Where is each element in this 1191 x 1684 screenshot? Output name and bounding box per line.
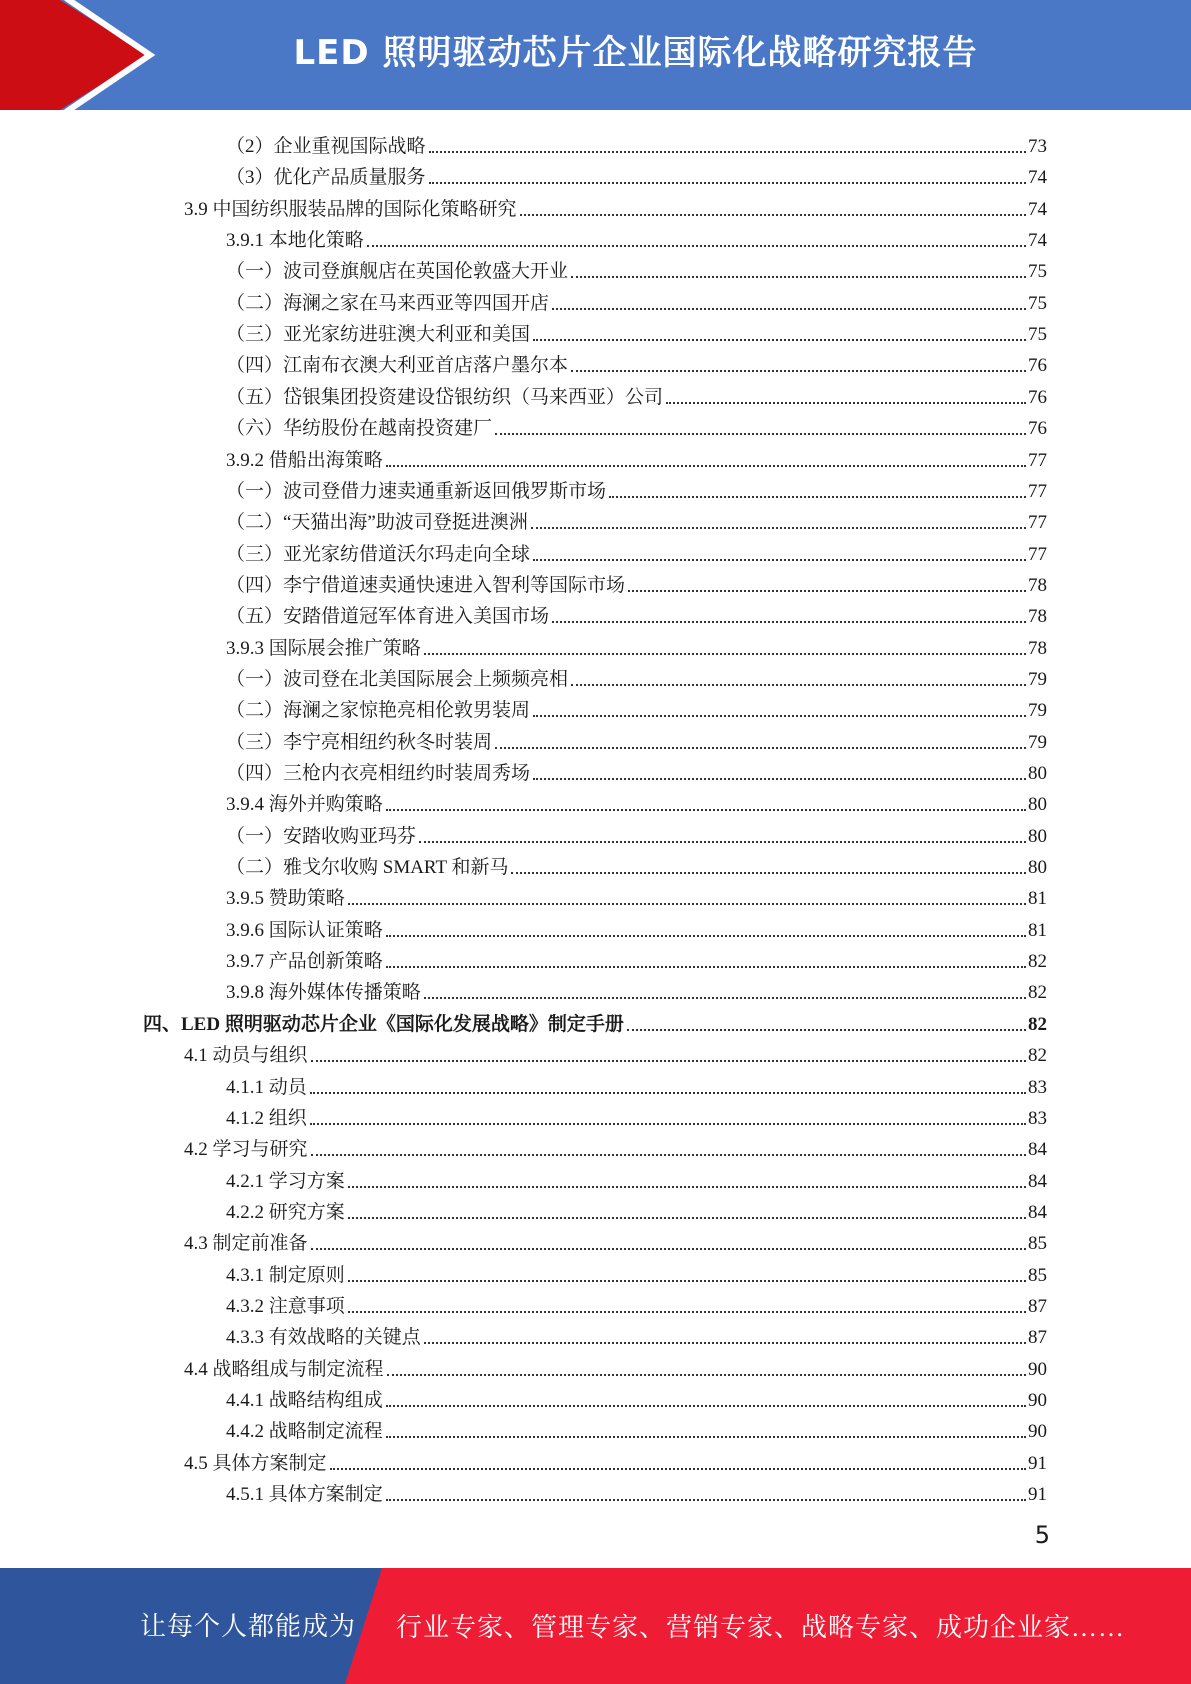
toc-entry-title: 4.4.2 战略制定流程: [226, 1421, 383, 1443]
toc-entry-page: 81: [1028, 919, 1047, 941]
toc-dot-leader: [429, 182, 1026, 184]
toc-entry[interactable]: [226, 1476, 1047, 1507]
toc-entry[interactable]: [226, 692, 1047, 723]
toc-entry[interactable]: [226, 504, 1047, 535]
toc-entry[interactable]: [226, 567, 1047, 598]
toc-entry[interactable]: [226, 536, 1047, 567]
toc-dot-leader: [571, 684, 1026, 686]
page-footer: [0, 1568, 1191, 1684]
toc-entry-page: 83: [1028, 1076, 1047, 1098]
toc-entry-page: 79: [1028, 731, 1047, 753]
toc-entry-title: （三）李宁亮相纽约秋冬时装周: [226, 731, 493, 753]
toc-entry[interactable]: [184, 1225, 1047, 1256]
toc-dot-leader: [348, 1311, 1026, 1313]
toc-entry[interactable]: [226, 661, 1047, 692]
toc-entry[interactable]: [226, 818, 1047, 849]
toc-entry[interactable]: [226, 442, 1047, 473]
toc-entry-page: 75: [1028, 324, 1047, 346]
toc-entry[interactable]: [226, 630, 1047, 661]
toc-dot-leader: [666, 402, 1026, 404]
toc-entry[interactable]: [184, 1131, 1047, 1162]
toc-entry-title: （三）亚光家纺进驻澳大利亚和美国: [226, 324, 531, 346]
toc-entry-page: 79: [1028, 700, 1047, 722]
toc-entry-page: 77: [1028, 512, 1047, 534]
toc-dot-leader: [628, 590, 1026, 592]
toc-dot-leader: [424, 1342, 1026, 1344]
toc-entry-title: （六）华纺股份在越南投资建厂: [226, 418, 493, 440]
toc-entry-title: （五）岱银集团投资建设岱银纺织（马来西亚）公司: [226, 386, 664, 408]
page-number: 5: [1034, 1521, 1050, 1549]
toc-entry-page: 87: [1028, 1295, 1047, 1317]
toc-dot-leader: [571, 370, 1026, 372]
toc-entry-page: 76: [1028, 355, 1047, 377]
toc-dot-leader: [533, 778, 1026, 780]
toc-entry-title: （一）波司登旗舰店在英国伦敦盛大开业: [226, 261, 569, 283]
toc-entry-title: （四）三枪内衣亮相纽约时装周秀场: [226, 763, 531, 784]
toc-entry-title: （二）雅戈尔收购 SMART 和新马: [226, 857, 509, 879]
toc-entry-title: 3.9.7 产品创新策略: [226, 951, 383, 973]
toc-entry-page: 87: [1028, 1327, 1047, 1349]
toc-entry-page: 79: [1028, 668, 1047, 690]
toc-entry[interactable]: [226, 316, 1047, 347]
toc-entry-page: 74: [1028, 198, 1047, 220]
toc-entry[interactable]: [226, 1319, 1047, 1350]
toc-entry[interactable]: [184, 191, 1047, 222]
toc-dot-leader: [552, 621, 1026, 623]
toc-dot-leader: [552, 308, 1026, 310]
toc-entry[interactable]: [226, 943, 1047, 974]
toc-entry-title: （一）波司登借力速卖通重新返回俄罗斯市场: [226, 480, 607, 502]
toc-entry-page: 77: [1028, 480, 1047, 502]
toc-entry-page: 74: [1028, 230, 1047, 252]
toc-dot-leader: [311, 1154, 1026, 1156]
toc-entry-title: 4.3.1 制定原则: [226, 1264, 345, 1286]
toc-entry-title: 4.4.1 战略结构组成: [226, 1390, 383, 1411]
toc-dot-leader: [348, 1280, 1026, 1282]
toc-entry-page: 82: [1028, 1013, 1047, 1035]
toc-entry[interactable]: [184, 1037, 1047, 1068]
toc-dot-leader: [429, 151, 1026, 153]
toc-entry[interactable]: [184, 1445, 1047, 1476]
toc-dot-leader: [495, 747, 1026, 749]
toc-entry[interactable]: [143, 1006, 1047, 1037]
toc-entry-title: 3.9.8 海外媒体传播策略: [226, 982, 421, 1004]
toc-entry-title: （2）企业重视国际战略: [226, 136, 426, 157]
footer-slogan-left: 让每个人都能成为: [140, 1612, 357, 1641]
toc-entry-page: 80: [1028, 794, 1047, 816]
toc-entry-page: 90: [1028, 1421, 1047, 1443]
toc-entry[interactable]: [226, 786, 1047, 817]
toc-entry[interactable]: [226, 974, 1047, 1005]
toc-entry-title: （三）亚光家纺借道沃尔玛走向全球: [226, 543, 531, 565]
toc-entry[interactable]: [184, 1351, 1047, 1382]
toc-dot-leader: [386, 1436, 1026, 1438]
toc-entry-title: （二）海澜之家惊艳亮相伦敦男装周: [226, 700, 531, 722]
toc-dot-leader: [386, 966, 1026, 968]
toc-entry-title: （二）海澜之家在马来西亚等四国开店: [226, 292, 550, 314]
toc-entry-page: 78: [1028, 574, 1047, 596]
toc-entry[interactable]: [226, 159, 1047, 190]
toc-dot-leader: [310, 1092, 1026, 1094]
toc-entry-title: 3.9.2 借船出海策略: [226, 449, 383, 471]
toc-dot-leader: [609, 496, 1026, 498]
toc-dot-leader: [495, 433, 1026, 435]
toc-entry-page: 76: [1028, 386, 1047, 408]
page-header: [0, 0, 1191, 110]
toc-entry-title: 4.3 制定前准备: [184, 1233, 308, 1255]
toc-entry[interactable]: [226, 1069, 1047, 1100]
toc-entry-title: （3）优化产品质量服务: [226, 167, 426, 189]
toc-entry-title: 3.9.3 国际展会推广策略: [226, 637, 421, 659]
toc-dot-leader: [533, 339, 1026, 341]
document-title: LED 照明驱动芯片企业国际化战略研究报告: [293, 33, 978, 73]
toc-entry[interactable]: [226, 1257, 1047, 1288]
toc-entry[interactable]: [226, 912, 1047, 943]
toc-entry-title: 3.9.1 本地化策略: [226, 230, 364, 252]
toc-entry-page: 77: [1028, 543, 1047, 565]
toc-dot-leader: [387, 1374, 1026, 1376]
toc-entry[interactable]: [226, 285, 1047, 316]
toc-entry-page: 75: [1028, 261, 1047, 283]
toc-entry-page: 73: [1028, 136, 1047, 157]
footer-slogan-right: 行业专家、管理专家、营销专家、战略专家、成功企业家……: [396, 1613, 1126, 1642]
toc-entry-page: 90: [1028, 1390, 1047, 1411]
toc-dot-leader: [386, 809, 1026, 811]
toc-dot-leader: [571, 276, 1026, 278]
toc-entry[interactable]: [226, 1100, 1047, 1131]
toc-dot-leader: [330, 1468, 1026, 1470]
toc-entry-title: （五）安踏借道冠军体育进入美国市场: [226, 606, 550, 628]
toc-dot-leader: [367, 245, 1026, 247]
toc-dot-leader: [311, 1248, 1026, 1250]
toc-entry-page: 84: [1028, 1139, 1047, 1161]
toc-entry-page: 84: [1028, 1170, 1047, 1192]
toc-dot-leader: [511, 872, 1026, 874]
toc-entry-title: 4.2 学习与研究: [184, 1139, 308, 1161]
toc-entry[interactable]: [226, 128, 1047, 159]
toc-entry-page: 75: [1028, 292, 1047, 314]
toc-entry-title: 3.9.5 赞助策略: [226, 888, 345, 910]
toc-dot-leader: [627, 1029, 1026, 1031]
toc-dot-leader: [533, 559, 1026, 561]
toc-entry[interactable]: [226, 598, 1047, 629]
toc-entry[interactable]: [226, 347, 1047, 378]
toc-entry-title: 4.1.1 动员: [226, 1076, 307, 1098]
toc-entry[interactable]: [226, 473, 1047, 504]
toc-entry-page: 82: [1028, 951, 1047, 973]
toc-entry[interactable]: [226, 222, 1047, 253]
toc-entry-page: 81: [1028, 888, 1047, 910]
toc-entry-title: （四）江南布衣澳大利亚首店落户墨尔本: [226, 355, 569, 377]
toc-entry-title: （四）李宁借道速卖通快速进入智利等国际市场: [226, 574, 626, 596]
toc-entry-title: 4.2.2 研究方案: [226, 1201, 345, 1223]
toc-entry[interactable]: [226, 849, 1047, 880]
toc-entry-page: 78: [1028, 606, 1047, 628]
toc-entry-title: （一）波司登在北美国际展会上频频亮相: [226, 668, 569, 690]
toc-dot-leader: [386, 935, 1026, 937]
toc-entry-page: 82: [1028, 982, 1047, 1004]
toc-entry-page: 85: [1028, 1264, 1047, 1286]
toc-entry[interactable]: [226, 755, 1047, 786]
toc-entry-page: 91: [1028, 1484, 1047, 1506]
toc-entry-page: 84: [1028, 1201, 1047, 1223]
toc-entry-title: 3.9.6 国际认证策略: [226, 919, 383, 941]
toc-entry-title: 4.3.3 有效战略的关键点: [226, 1327, 421, 1349]
toc-entry[interactable]: [226, 1382, 1047, 1413]
toc-entry-title: 4.5 具体方案制定: [184, 1452, 327, 1474]
toc-entry-page: 76: [1028, 418, 1047, 440]
toc-entry[interactable]: [226, 410, 1047, 441]
toc-entry-title: （二）“天猫出海”助波司登挺进澳洲: [226, 512, 528, 534]
toc-dot-leader: [386, 1499, 1026, 1501]
toc-dot-leader: [310, 1123, 1026, 1125]
toc-entry-title: 四、LED 照明驱动芯片企业《国际化发展战略》制定手册: [143, 1013, 624, 1035]
toc-entry[interactable]: [226, 253, 1047, 284]
toc-entry-title: 4.2.1 学习方案: [226, 1170, 345, 1192]
toc-entry-page: 91: [1028, 1452, 1047, 1474]
toc-dot-leader: [419, 841, 1026, 843]
toc-entry[interactable]: [226, 1163, 1047, 1194]
toc-entry[interactable]: [226, 724, 1047, 755]
toc-entry-title: （一）安踏收购亚玛芬: [226, 825, 417, 847]
toc-dot-leader: [424, 653, 1026, 655]
toc-dot-leader: [348, 1217, 1026, 1219]
toc-entry-title: 4.4 战略组成与制定流程: [184, 1358, 384, 1380]
toc-dot-leader: [424, 997, 1026, 999]
toc-entry-page: 77: [1028, 449, 1047, 471]
toc-entry[interactable]: [226, 1194, 1047, 1225]
toc-entry[interactable]: [226, 880, 1047, 911]
toc-entry-page: 82: [1028, 1045, 1047, 1067]
toc-entry[interactable]: [226, 379, 1047, 410]
toc-dot-leader: [531, 527, 1026, 529]
toc-dot-leader: [348, 903, 1026, 905]
toc-entry-page: 85: [1028, 1233, 1047, 1255]
toc-entry-page: 78: [1028, 637, 1047, 659]
toc-entry-page: 80: [1028, 825, 1047, 847]
toc-entry-title: 4.3.2 注意事项: [226, 1295, 345, 1317]
toc-entry-title: 3.9 中国纺织服装品牌的国际化策略研究: [184, 198, 517, 220]
toc-entry[interactable]: [226, 1288, 1047, 1319]
toc-dot-leader: [311, 1060, 1026, 1062]
toc-dot-leader: [348, 1186, 1026, 1188]
toc-entry-page: 74: [1028, 167, 1047, 189]
toc-entry-title: 3.9.4 海外并购策略: [226, 794, 383, 816]
toc-dot-leader: [520, 214, 1026, 216]
toc-dot-leader: [386, 465, 1026, 467]
toc-dot-leader: [533, 715, 1026, 717]
toc-dot-leader: [386, 1405, 1026, 1407]
toc-entry[interactable]: [226, 1413, 1047, 1444]
toc-entry-page: 90: [1028, 1358, 1047, 1380]
toc-entry-page: 80: [1028, 857, 1047, 879]
toc-entry-title: 4.1.2 组织: [226, 1107, 307, 1129]
toc-entry-title: 4.1 动员与组织: [184, 1045, 308, 1067]
toc-entry-page: 80: [1028, 763, 1047, 784]
toc-entry-title: 4.5.1 具体方案制定: [226, 1484, 383, 1506]
toc-entry-page: 83: [1028, 1107, 1047, 1129]
